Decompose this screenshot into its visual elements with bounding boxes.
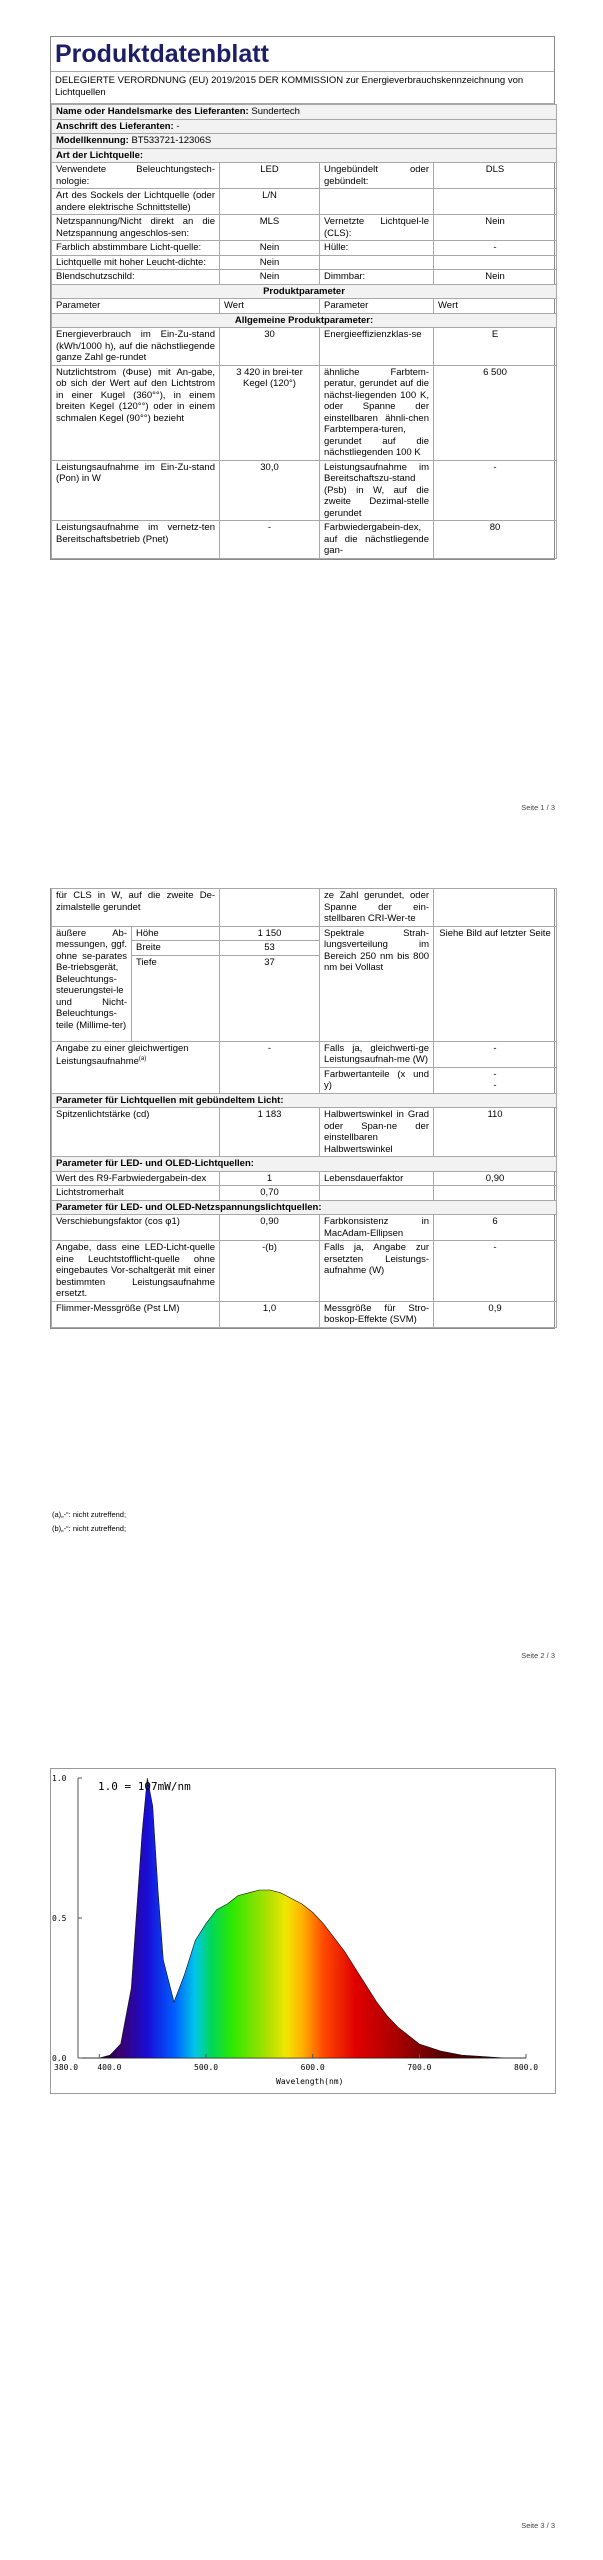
light-type-heading: Art der Lichtquelle: [52, 148, 557, 163]
table-row: Art des Sockels der Lichtquelle (oder andere elektrische Schnittstelle) L/N [52, 189, 557, 215]
x-tick-label: 380.0 [54, 2063, 79, 2072]
datasheet-table-page-2 [51, 888, 557, 1328]
page-2 [0, 880, 603, 1700]
table-row: Spitzenlichtstärke (cd) 1 183 Halbwertswinkel in Grad oder Span-ne der einstellbaren Halbwertswinkel 110 [52, 1108, 557, 1157]
page-number: Seite 3 / 3 [521, 2521, 555, 2530]
x-tick-label: 600.0 [300, 2063, 325, 2072]
supplier-row: Name oder Handelsmarke des Lieferanten: Sundertech [52, 105, 557, 120]
datasheet-table-page-1 [51, 104, 557, 559]
datasheet-box-page-1 [50, 36, 555, 560]
table-row: Angabe zu einer gleichwertigen Leistungsaufnahme$^{(a)}$ - Falls ja, gleichwerti-ge Leistungsaufnah-me (W) - [52, 1041, 557, 1067]
page-title: Produktdatenblatt [51, 37, 554, 72]
table-row: Energieverbrauch im Ein-Zu-stand (kWh/1000 h), auf die nächstliegende ganze Zahl ge-rundet 30 Energieeffizienzklas-se E [52, 328, 557, 366]
table-row: Farbwertanteile (x und y) - - [52, 1067, 557, 1093]
spectrum-chart [50, 1768, 556, 2094]
table-row: Flimmer-Messgröße (Pst LM) 1,0 Messgröße für Stro-boskop-Effekte (SVM) 0,9 [52, 1301, 557, 1327]
page-1 [0, 0, 603, 812]
x-tick-label: 700.0 [407, 2063, 432, 2072]
directional-heading: Parameter für Lichtquellen mit gebündeltem Licht: [52, 1093, 557, 1108]
regulation-intro: DELEGIERTE VERORDNUNG (EU) 2019/2015 DER KOMMISSION zur Energieverbrauchskennzeichnung von Lichtquellen [51, 72, 554, 104]
dimension-row: Breite 53 [52, 941, 557, 956]
footnote-b: (b)„-“: nicht zutreffend; [52, 1524, 127, 1533]
x-tick-label: 500.0 [194, 2063, 219, 2072]
footnote-a: (a)„-“: nicht zutreffend; [52, 1510, 127, 1519]
y-tick-label: 0.0 [52, 2054, 67, 2063]
page-number: Seite 2 / 3 [521, 1651, 555, 1660]
table-row: Leistungsaufnahme im vernetz-ten Bereitschaftsbetrieb (Pnet) - Farbwiedergabein-dex, auf die nächstliegende gan- 80 [52, 521, 557, 559]
dimension-row: äußere Ab-messungen, ggf. ohne se-parates Be-triebsgerät, Beleuchtungs-steuerungstei-le und Nicht-Beleuchtungs-teile (Millime-ter) Höhe 1 150 Spektrale Strah-lungsverteilung im Bereich 250 nm bis 800 nm bei Vollast Siehe Bild auf letzter Seite [52, 926, 557, 941]
table-row: Wert des R9-Farbwiedergabein-dex 1 Lebensdauerfaktor 0,90 [52, 1171, 557, 1186]
model-row: Modellkennung: BT533721-12306S [52, 134, 557, 149]
spectrum-chart-svg [50, 1768, 556, 2094]
table-row: Netzspannung/Nicht direkt an die Netzspannung angeschlos-sen: MLS Vernetzte Lichtquel-le (CLS): Nein [52, 215, 557, 241]
table-row: Blendschutzschild: Nein Dimmbar: Nein [52, 270, 557, 285]
params-heading: Produktparameter [52, 284, 557, 299]
table-row: Verwendete Beleuchtungstech-nologie: LED Ungebündelt oder gebündelt: DLS [52, 163, 557, 189]
x-axis-label: Wavelength(nm) [276, 2077, 344, 2086]
page-number: Seite 1 / 3 [521, 803, 555, 812]
x-tick-label: 800.0 [514, 2063, 539, 2072]
x-tick-label: 400.0 [97, 2063, 122, 2072]
led-heading: Parameter für LED- und OLED-Lichtquellen: [52, 1157, 557, 1172]
table-row: Nutzlichtstrom (Φuse) mit An-gabe, ob sich der Wert auf den Lichtstrom in einer Kugel (360°°), in einem breiten Kegel (120°°) oder in einem schmalen Kegel (90°°) bezieht 3 420 in brei-ter Kegel (120°) ähnliche Farbtem-peratur, gerundet auf die nächst-liegenden 100 K, oder Spanne der einstellbaren ähnli-chen Farbtempera-turen, gerundet auf die nächstliegenden 100 K 6 500 [52, 365, 557, 460]
table-row: Lichtquelle mit hoher Leucht-dichte: Nein [52, 255, 557, 270]
table-row: Leistungsaufnahme im Ein-Zu-stand (Pon) in W 30,0 Leistungsaufnahme im Bereitschaftszu-stand (Psb) in W, auf die zweite Dezimal-stelle gerundet - [52, 460, 557, 521]
y-tick-label: 1.0 [52, 1774, 67, 1783]
table-row: Farblich abstimmbare Licht-quelle: Nein Hülle: - [52, 241, 557, 256]
led-mains-heading: Parameter für LED- und OLED-Netzspannungslichtquellen: [52, 1200, 557, 1215]
table-row: Angabe, dass eine LED-Licht-quelle eine Leuchtstofflicht-quelle ohne eingebautes Vor-schaltgerät mit einer bestimmten Leistungsaufnahme ersetzt. -(b) Falls ja, Angabe zur ersetzten Leistungs-aufnahme (W) - [52, 1241, 557, 1302]
dimensions-label: äußere Ab-messungen, ggf. ohne se-parates Be-triebsgerät, Beleuchtungs-steuerungstei-le und Nicht-Beleuchtungs-teile (Millime-ter) [52, 926, 132, 1041]
table-row: Lichtstromerhalt 0,70 [52, 1186, 557, 1201]
dimension-row: Tiefe 37 [52, 955, 557, 1041]
table-row: für CLS in W, auf die zweite De-zimalstelle gerundet ze Zahl gerundet, oder Spanne der ein-stellbaren CRI-Wer-te [52, 889, 557, 927]
scale-annotation: 1.0 = 107mW/nm [98, 1780, 191, 1793]
general-params-heading: Allgemeine Produktparameter: [52, 313, 557, 328]
datasheet-box-page-2 [50, 888, 555, 1329]
params-column-header: Parameter Wert Parameter Wert [52, 299, 557, 314]
y-tick-label: 0.5 [52, 1914, 67, 1923]
address-row: Anschrift des Lieferanten: - [52, 119, 557, 134]
table-row: Verschiebungsfaktor (cos φ1) 0,90 Farbkonsistenz in MacAdam-Ellipsen 6 [52, 1215, 557, 1241]
